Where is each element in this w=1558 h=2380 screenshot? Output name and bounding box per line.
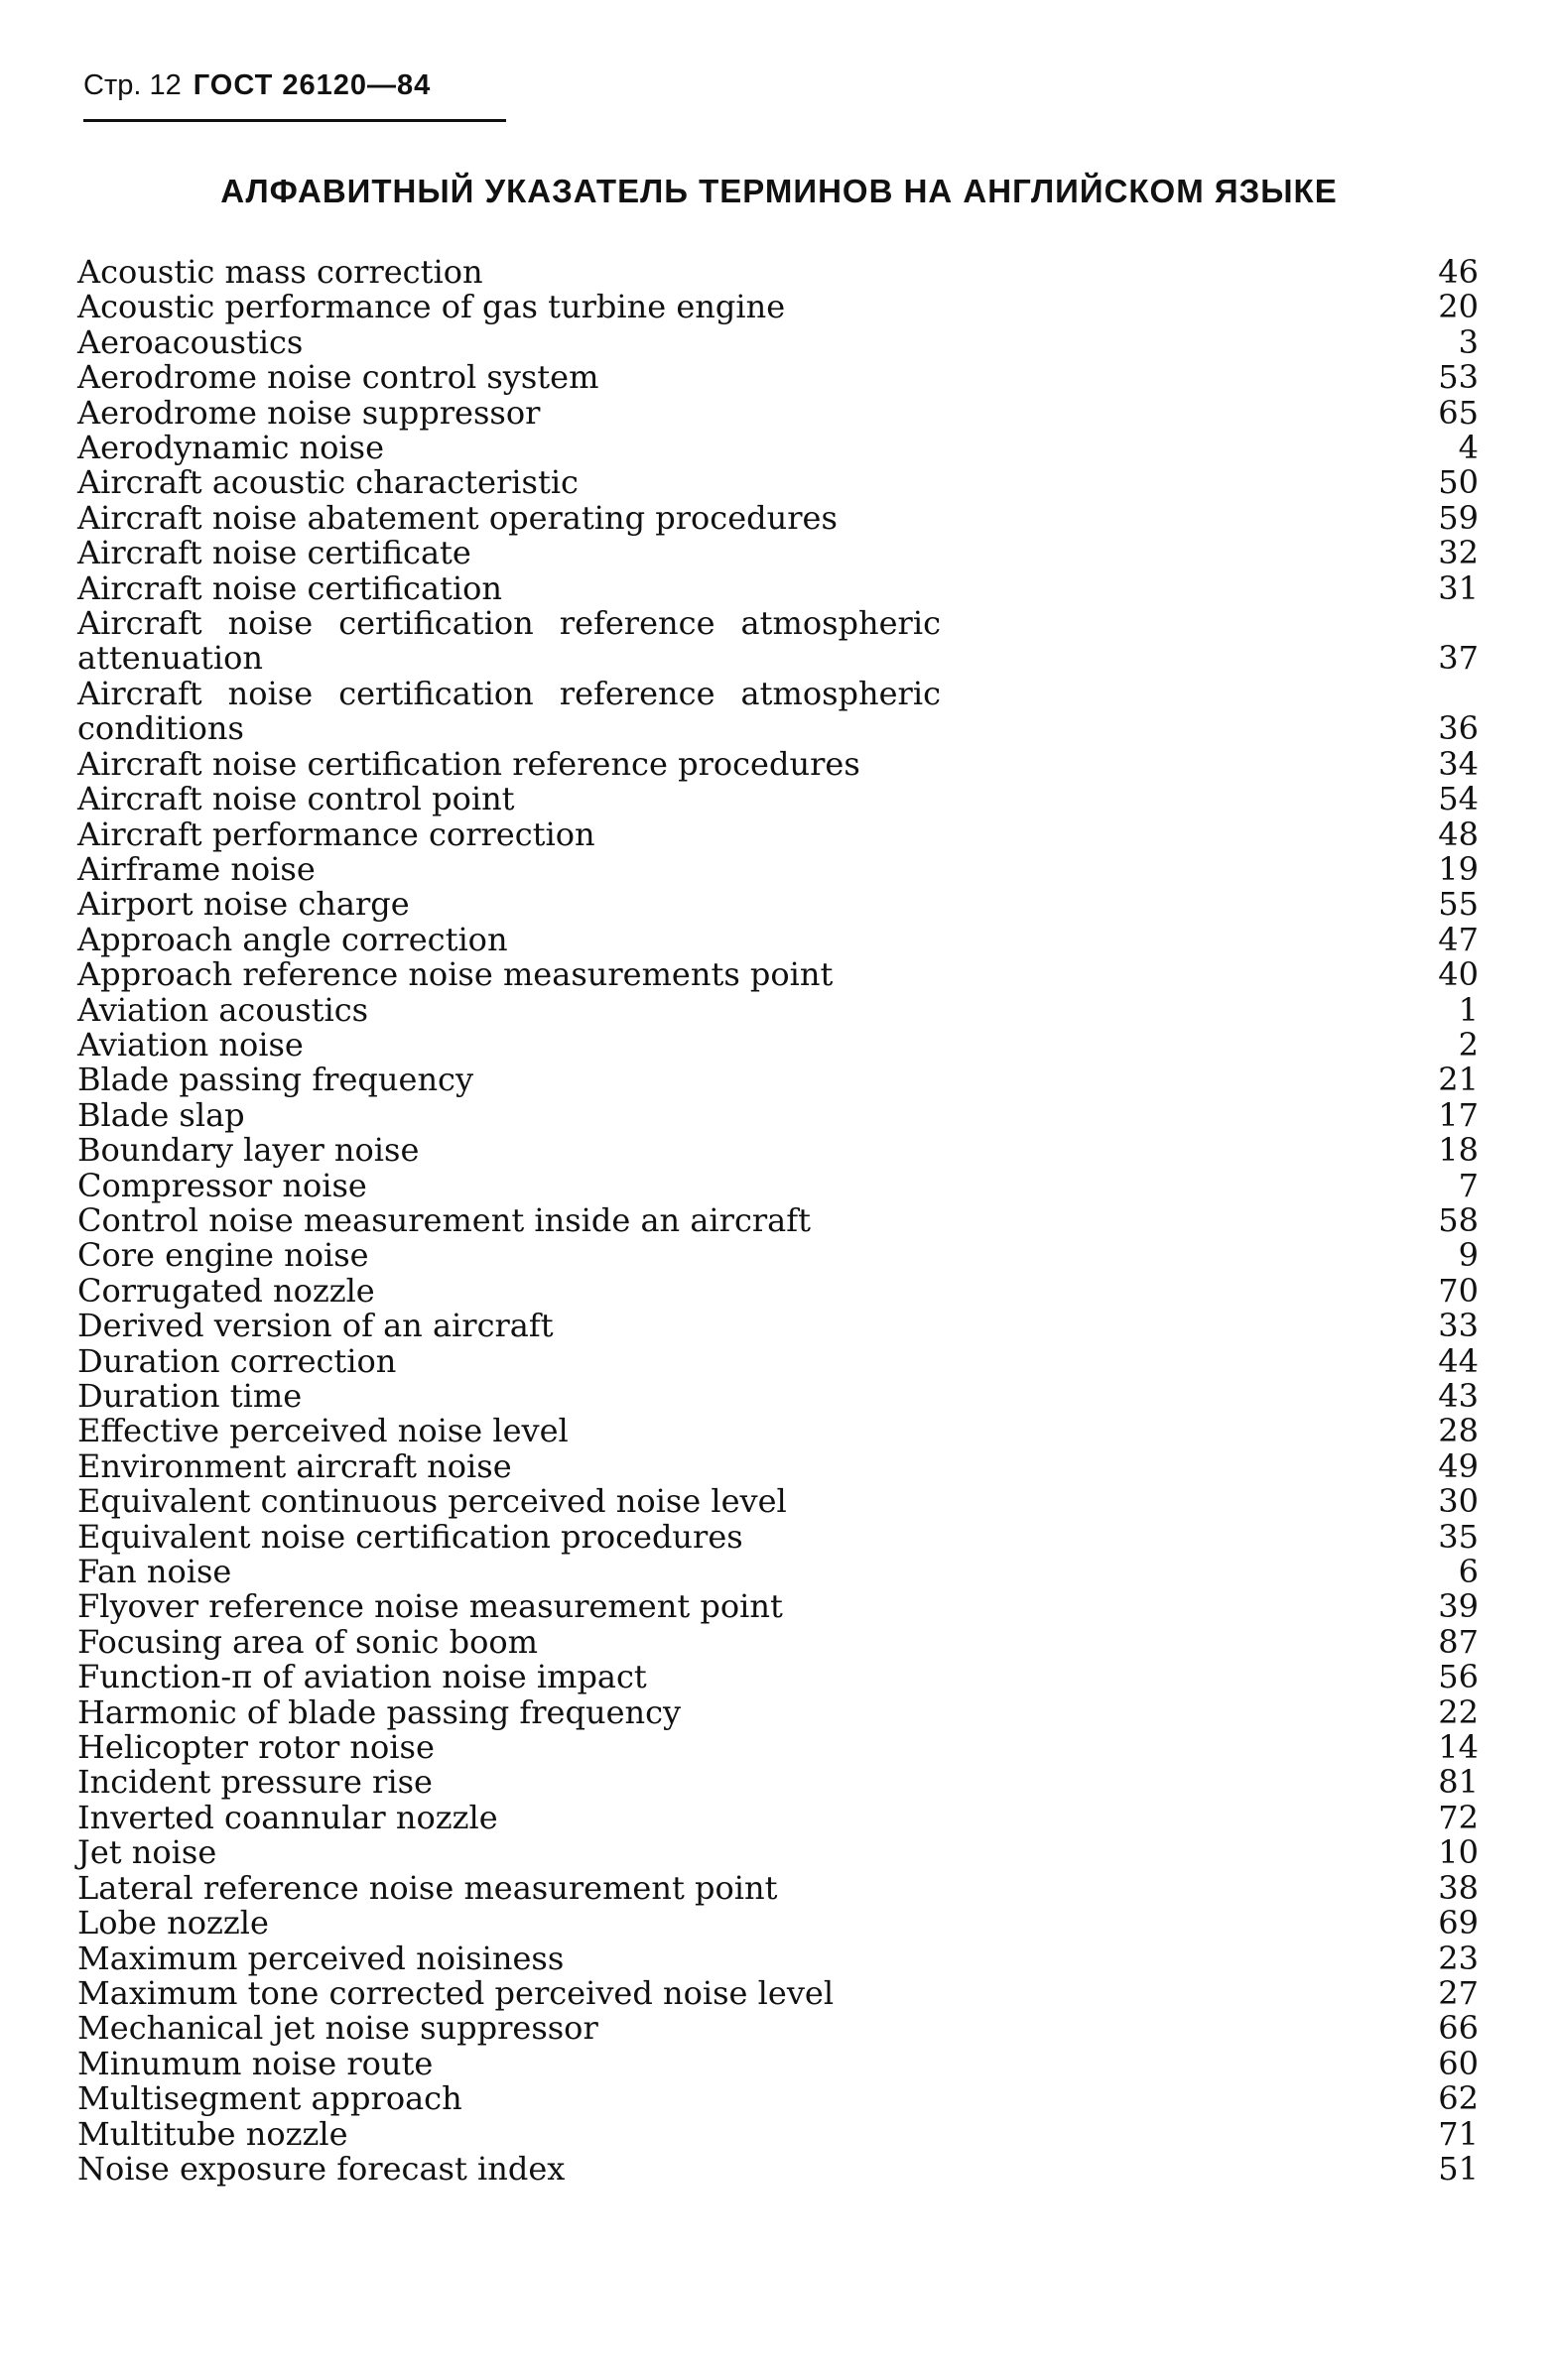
term-page-number: 9 xyxy=(1458,1236,1479,1275)
term-index-list xyxy=(77,255,1479,2187)
index-entry xyxy=(77,1025,1479,1064)
term-text: Blade passing frequency xyxy=(77,1061,474,1099)
page-header xyxy=(83,65,506,121)
term-page-number: 46 xyxy=(1438,253,1479,291)
term-text: Aviation noise xyxy=(77,1025,304,1064)
term-page-number: 20 xyxy=(1438,288,1479,326)
term-page-number: 37 xyxy=(1438,639,1479,678)
term-text: Inverted coannular nozzle xyxy=(77,1798,498,1836)
term-page-number: 18 xyxy=(1438,1131,1479,1170)
term-page-number: 27 xyxy=(1438,1973,1479,2012)
term-text: Aircraft noise certification reference atmospheric conditions xyxy=(77,674,941,748)
term-page-number: 10 xyxy=(1438,1833,1479,1872)
term-text: Lobe nozzle xyxy=(77,1904,269,1942)
index-entry xyxy=(77,1660,1479,1694)
term-text: Boundary layer noise xyxy=(77,1131,420,1170)
index-entry xyxy=(77,2011,1479,2046)
term-page-number: 31 xyxy=(1438,568,1479,607)
term-text: Aircraft noise certification reference procedures xyxy=(77,744,860,783)
term-page-number: 4 xyxy=(1458,429,1479,467)
term-page-number: 1 xyxy=(1458,990,1479,1029)
term-text: Equivalent continuous perceived noise level xyxy=(77,1482,787,1521)
index-entry xyxy=(77,1622,1479,1661)
term-text: Flyover reference noise measurement point xyxy=(77,1587,783,1626)
index-entry xyxy=(77,360,1479,395)
index-entry xyxy=(77,1379,1479,1414)
index-entry xyxy=(77,1341,1479,1380)
index-entry xyxy=(77,498,1479,537)
term-page-number: 39 xyxy=(1438,1587,1479,1626)
index-entry xyxy=(77,1484,1479,1519)
index-entry xyxy=(77,1166,1479,1204)
term-page-number: 54 xyxy=(1438,780,1479,818)
term-text: Focusing area of sonic boom xyxy=(77,1622,538,1661)
term-page-number: 62 xyxy=(1438,2079,1479,2118)
index-entry xyxy=(77,536,1479,570)
term-page-number: 69 xyxy=(1438,1904,1479,1942)
term-text: Aircraft noise certificate xyxy=(77,534,471,572)
index-entry xyxy=(77,1973,1479,2012)
index-entry xyxy=(77,2081,1479,2116)
index-entry xyxy=(77,814,1479,853)
term-text: Helicopter rotor noise xyxy=(77,1728,435,1767)
term-page-number: 34 xyxy=(1438,744,1479,783)
index-entry xyxy=(77,920,1479,958)
term-page-number: 3 xyxy=(1458,322,1479,361)
index-entry xyxy=(77,1414,1479,1448)
term-text: Aerodrome noise control system xyxy=(77,358,599,397)
term-text: Core engine noise xyxy=(77,1236,369,1275)
term-text: Aircraft noise certification xyxy=(77,568,503,607)
index-entry xyxy=(77,1692,1479,1731)
term-text: Corrugated nozzle xyxy=(77,1271,375,1310)
index-entry xyxy=(77,849,1479,888)
index-entry xyxy=(77,2114,1479,2153)
term-page-number: 21 xyxy=(1438,1061,1479,1099)
term-text: Minumum noise route xyxy=(77,2044,434,2082)
index-entry xyxy=(77,782,1479,816)
term-page-number: 50 xyxy=(1438,463,1479,502)
index-entry xyxy=(77,1939,1479,1977)
term-text: Maximum perceived noisiness xyxy=(77,1939,565,1977)
index-entry xyxy=(77,393,1479,432)
index-entry xyxy=(77,1271,1479,1310)
term-page-number: 32 xyxy=(1438,534,1479,572)
term-page-number: 65 xyxy=(1438,393,1479,432)
index-entry xyxy=(77,1063,1479,1097)
term-text: Mechanical jet noise suppressor xyxy=(77,2009,598,2048)
term-page-number: 35 xyxy=(1438,1517,1479,1556)
term-page-number: 53 xyxy=(1438,358,1479,397)
index-entry xyxy=(77,465,1479,500)
term-page-number: 72 xyxy=(1438,1798,1479,1836)
term-text: Aeroacoustics xyxy=(77,322,304,361)
term-text: Jet noise xyxy=(77,1833,217,1872)
term-text: Duration time xyxy=(77,1377,303,1415)
term-text: Blade slap xyxy=(77,1095,245,1134)
index-entry xyxy=(77,290,1479,324)
term-text: Maximum tone corrected perceived noise level xyxy=(77,1973,835,2012)
index-entry xyxy=(77,1868,1479,1907)
index-entry xyxy=(77,431,1479,465)
term-text: Multitube nozzle xyxy=(77,2114,348,2153)
index-entry xyxy=(77,255,1479,290)
index-entry xyxy=(77,1446,1479,1485)
term-page-number: 60 xyxy=(1438,2044,1479,2082)
term-text: Aerodynamic noise xyxy=(77,429,384,467)
term-text: Effective perceived noise level xyxy=(77,1412,569,1450)
term-page-number: 48 xyxy=(1438,814,1479,853)
index-entry xyxy=(77,887,1479,922)
term-page-number: 6 xyxy=(1458,1553,1479,1591)
term-text: Control noise measurement inside an aircraft xyxy=(77,1200,811,1239)
term-text: Approach reference noise measurements point xyxy=(77,955,834,994)
term-page-number: 36 xyxy=(1438,709,1479,748)
term-page-number: 40 xyxy=(1438,955,1479,994)
term-text: Aircraft noise certification reference atmospheric attenuation xyxy=(77,604,941,678)
standard-designation: ГОСТ 26120—84 xyxy=(193,69,432,101)
term-text: Aerodrome noise suppressor xyxy=(77,393,541,432)
index-entry xyxy=(77,1765,1479,1800)
term-text: Harmonic of blade passing frequency xyxy=(77,1692,682,1731)
term-text: Compressor noise xyxy=(77,1166,367,1204)
index-entry xyxy=(77,1238,1479,1273)
term-page-number: 33 xyxy=(1438,1307,1479,1345)
term-page-number: 2 xyxy=(1458,1025,1479,1064)
term-text: Airport noise charge xyxy=(77,885,410,924)
term-page-number: 87 xyxy=(1438,1622,1479,1661)
term-page-number: 51 xyxy=(1438,2149,1479,2188)
term-page-number: 81 xyxy=(1438,1763,1479,1802)
term-page-number: 56 xyxy=(1438,1658,1479,1696)
term-page-number: 47 xyxy=(1438,920,1479,958)
index-entry xyxy=(77,1798,1479,1836)
term-text: Environment aircraft noise xyxy=(77,1446,512,1485)
term-page-number: 70 xyxy=(1438,1271,1479,1310)
index-entry xyxy=(77,322,1479,361)
index-entry xyxy=(77,1555,1479,1589)
term-text: Derived version of an aircraft xyxy=(77,1307,554,1345)
term-page-number: 58 xyxy=(1438,1200,1479,1239)
term-page-number: 66 xyxy=(1438,2009,1479,2048)
index-entry xyxy=(77,1133,1479,1168)
term-text: Equivalent noise certification procedures xyxy=(77,1517,743,1556)
term-page-number: 55 xyxy=(1438,885,1479,924)
index-entry xyxy=(77,568,1479,607)
term-page-number: 38 xyxy=(1438,1868,1479,1907)
term-page-number: 43 xyxy=(1438,1377,1479,1415)
term-text: Aviation acoustics xyxy=(77,990,369,1029)
page-number-label: Стр. 12 xyxy=(83,69,182,101)
index-entry xyxy=(77,2044,1479,2082)
term-text: Acoustic mass correction xyxy=(77,253,483,291)
index-entry xyxy=(77,957,1479,992)
term-text: Fan noise xyxy=(77,1553,232,1591)
term-text: Aircraft acoustic characteristic xyxy=(77,463,579,502)
index-entry xyxy=(77,1589,1479,1624)
term-page-number: 23 xyxy=(1438,1939,1479,1977)
term-text: Aircraft noise control point xyxy=(77,780,515,818)
index-entry xyxy=(77,2149,1479,2188)
index-entry xyxy=(77,1309,1479,1343)
term-text: Duration correction xyxy=(77,1341,397,1380)
index-entry xyxy=(77,1730,1479,1765)
term-page-number: 7 xyxy=(1458,1166,1479,1204)
index-entry xyxy=(77,990,1479,1029)
term-page-number: 44 xyxy=(1438,1341,1479,1380)
index-entry xyxy=(77,606,1479,677)
index-entry xyxy=(77,674,1479,748)
term-page-number: 19 xyxy=(1438,849,1479,888)
header-divider xyxy=(83,119,506,122)
term-page-number: 17 xyxy=(1438,1095,1479,1134)
term-page-number: 22 xyxy=(1438,1692,1479,1731)
term-text: Multisegment approach xyxy=(77,2079,462,2118)
index-entry xyxy=(77,1835,1479,1870)
term-text: Noise exposure forecast index xyxy=(77,2149,566,2188)
index-entry xyxy=(77,744,1479,783)
term-text: Acoustic performance of gas turbine engine xyxy=(77,288,786,326)
term-text: Airframe noise xyxy=(77,849,316,888)
term-text: Aircraft noise abatement operating procedures xyxy=(77,498,838,537)
index-entry xyxy=(77,1517,1479,1556)
index-entry xyxy=(77,1906,1479,1941)
term-page-number: 71 xyxy=(1438,2114,1479,2153)
term-text: Approach angle correction xyxy=(77,920,508,958)
index-entry xyxy=(77,1095,1479,1134)
term-text: Function-π of aviation noise impact xyxy=(77,1658,647,1696)
index-entry xyxy=(77,1200,1479,1239)
term-text: Aircraft performance correction xyxy=(77,814,595,853)
term-text: Incident pressure rise xyxy=(77,1763,433,1802)
term-page-number: 59 xyxy=(1438,498,1479,537)
term-page-number: 49 xyxy=(1438,1446,1479,1485)
term-page-number: 28 xyxy=(1438,1412,1479,1450)
term-page-number: 14 xyxy=(1438,1728,1479,1767)
term-text: Lateral reference noise measurement point xyxy=(77,1868,778,1907)
term-page-number: 30 xyxy=(1438,1482,1479,1521)
page-title: АЛФАВИТНЫЙ УКАЗАТЕЛЬ ТЕРМИНОВ НА АНГЛИЙСКОМ ЯЗЫКЕ xyxy=(220,173,1338,209)
